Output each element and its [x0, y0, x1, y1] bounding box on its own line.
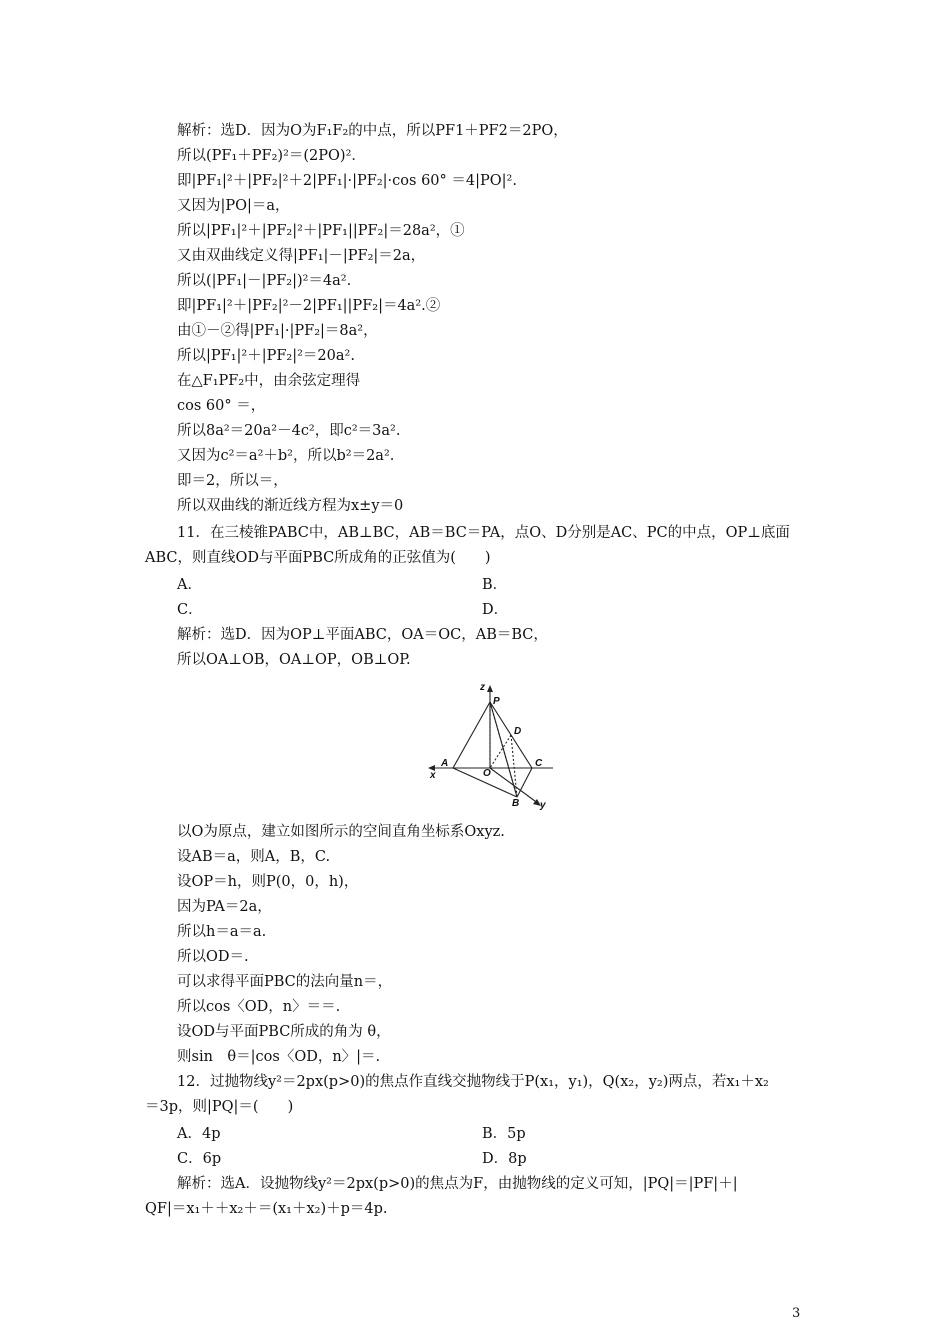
- label-y: y: [540, 800, 546, 811]
- label-a: A: [441, 758, 449, 769]
- text-line: 设OD与平面PBC所成的角为 θ，: [177, 1024, 391, 1040]
- option-d: D．8p: [482, 1151, 527, 1167]
- text-line: 所以h＝a＝a.: [177, 924, 267, 940]
- z-arrow: [487, 685, 493, 692]
- text-line: 可以求得平面PBC的法向量n＝，: [177, 974, 393, 990]
- text-line: 则sin θ＝|cos〈OD，n〉|＝.: [177, 1049, 381, 1065]
- edge-bc: [517, 768, 532, 797]
- question-11-stem-cont: ABC，则直线OD与平面PBC所成角的正弦值为( ): [145, 550, 491, 566]
- text-line: 解析：选D．因为O为F₁F₂的中点，所以PF1＋PF2＝2PO，: [177, 123, 568, 139]
- text-line: 所以OD＝.: [177, 949, 249, 965]
- text-line: 所以cos〈OD，n〉＝＝.: [177, 999, 341, 1015]
- label-c: C: [535, 758, 543, 769]
- text-line: 所以|PF₁|²＋|PF₂|²＋|PF₁||PF₂|＝28a²，①: [177, 223, 465, 239]
- text-line: 所以双曲线的渐近线方程为x±y＝0: [177, 498, 404, 514]
- question-11-stem: 11．在三棱锥PABC中，AB⊥BC，AB＝BC＝PA，点O、D分别是AC、PC的中点，OP⊥底面: [177, 525, 790, 541]
- text-line: 所以(|PF₁|－|PF₂|)²＝4a².: [177, 273, 352, 289]
- text-line: 设AB＝a，则A，B，C.: [177, 849, 331, 865]
- text-line: 以O为原点，建立如图所示的空间直角坐标系Oxyz.: [177, 824, 505, 840]
- text-line: 所以|PF₁|²＋|PF₂|²＝20a².: [177, 348, 355, 364]
- text-line: 在△F₁PF₂中，由余弦定理得: [177, 373, 361, 389]
- option-b: B．5p: [482, 1126, 526, 1142]
- label-d: D: [514, 726, 522, 737]
- text-line: 解析：选D．因为OP⊥平面ABC，OA＝OC，AB＝BC，: [177, 627, 548, 643]
- text-line: 即|PF₁|²＋|PF₂|²＋2|PF₁|·|PF₂|·cos 60° ＝4|PO|².: [177, 173, 517, 189]
- text-line: 因为PA＝2a，: [177, 899, 272, 915]
- label-z: z: [480, 682, 485, 693]
- text-line: 解析：选A．设抛物线y²＝2px(p>0)的焦点为F，由抛物线的定义可知，|PQ|＝|PF|＋|: [177, 1176, 738, 1192]
- text-line: 由①－②得|PF₁|·|PF₂|＝8a²，: [177, 323, 378, 339]
- option-a: A．: [177, 577, 202, 593]
- label-x: x: [430, 770, 436, 781]
- text-line: QF|＝x₁＋＋x₂＋＝(x₁＋x₂)＋p＝4p.: [145, 1201, 388, 1217]
- label-b: B: [512, 798, 520, 809]
- option-c: C．: [177, 602, 203, 618]
- edge-pa: [453, 702, 490, 768]
- text-line: cos 60° ＝，: [177, 398, 266, 414]
- option-c: C．6p: [177, 1151, 222, 1167]
- option-b: B．: [482, 577, 508, 593]
- text-line: 所以8a²＝20a²－4c²，即c²＝3a².: [177, 423, 401, 439]
- text-line: 所以OA⊥OB，OA⊥OP，OB⊥OP.: [177, 652, 411, 668]
- text-line: 又因为|PO|＝a，: [177, 198, 290, 214]
- label-p: P: [493, 696, 500, 707]
- text-line: 所以(PF₁＋PF₂)²＝(2PO)²．: [177, 148, 366, 164]
- text-line: 又由双曲线定义得|PF₁|－|PF₂|＝2a，: [177, 248, 426, 264]
- text-line: 设OP＝h，则P(0，0，h)，: [177, 874, 359, 890]
- label-o: O: [483, 768, 491, 779]
- question-12-stem: 12．过抛物线y²＝2px(p>0)的焦点作直线交抛物线于P(x₁，y₁)，Q(x₂，y₂)两点，若x₁＋x₂: [177, 1074, 769, 1090]
- text-line: 又因为c²＝a²＋b²，所以b²＝2a².: [177, 448, 395, 464]
- text-line: 即＝2，所以＝，: [177, 473, 288, 489]
- option-a: A．4p: [177, 1126, 221, 1142]
- pyramid-figure: [425, 680, 560, 812]
- text-line: 即|PF₁|²＋|PF₂|²－2|PF₁||PF₂|＝4a².②: [177, 298, 441, 314]
- question-12-stem-cont: ＝3p，则|PQ|＝( ): [145, 1099, 294, 1115]
- page-number: 3: [792, 1306, 801, 1321]
- option-d: D．: [482, 602, 509, 618]
